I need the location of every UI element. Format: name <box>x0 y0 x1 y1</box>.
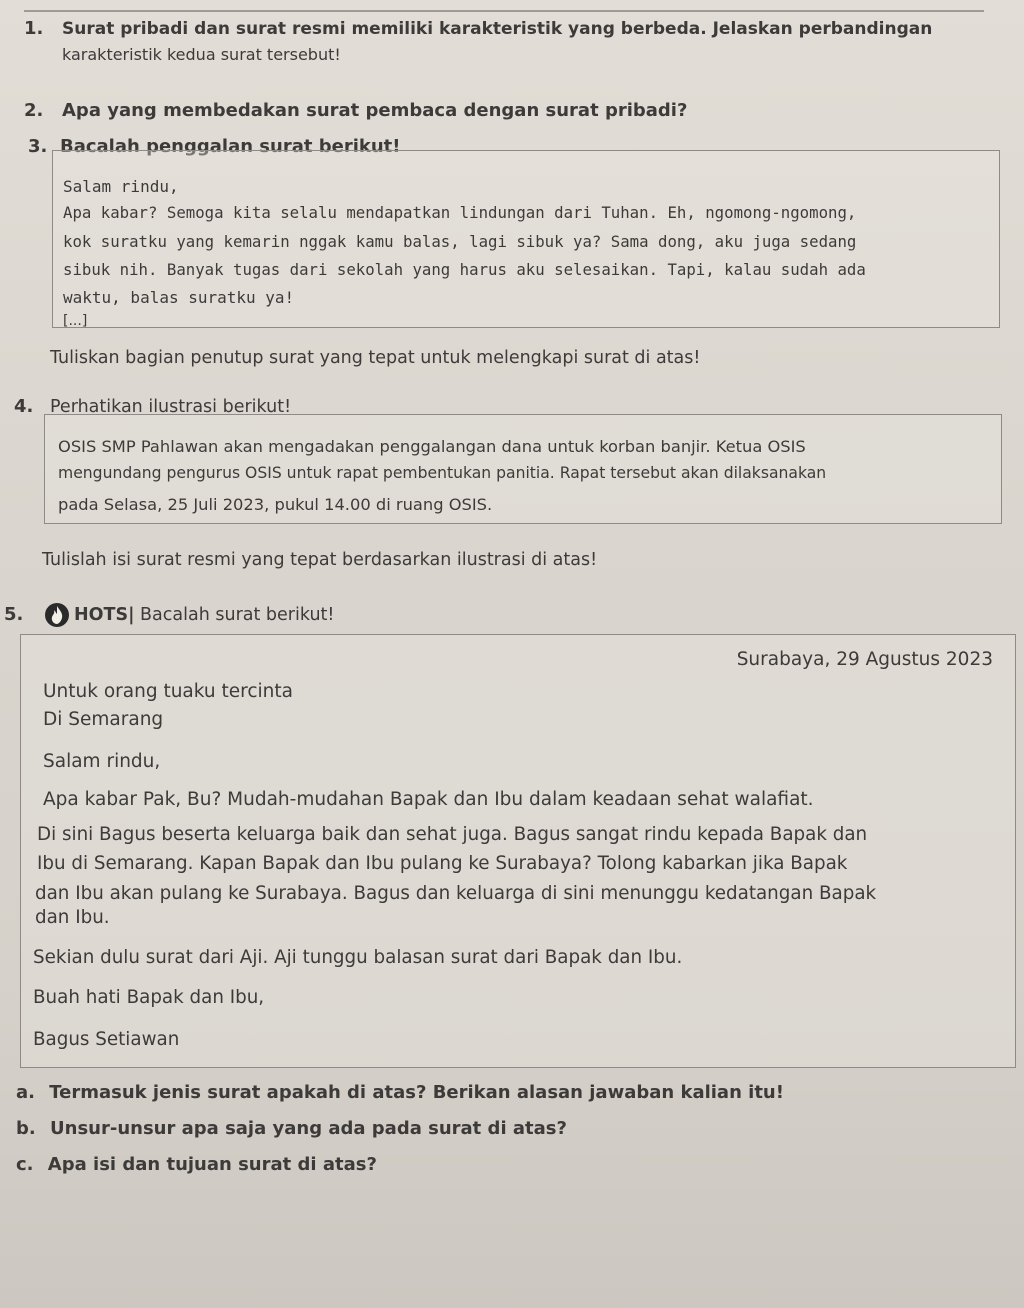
sub-question-label: c. <box>16 1154 34 1175</box>
question-4-instruction: Tulislah isi surat resmi yang tepat berdasarkan ilustrasi di atas! <box>42 550 598 570</box>
illustration-line: OSIS SMP Pahlawan akan mengadakan penggalangan dana untuk korban banjir. Ketua OSIS <box>58 437 806 456</box>
question-5-text: Bacalah surat berikut! <box>140 605 335 625</box>
letter-line: Apa kabar? Semoga kita selalu mendapatkan lindungan dari Tuhan. Eh, ngomong-ngomong, <box>63 203 857 222</box>
letter-date: Surabaya, 29 Agustus 2023 <box>736 649 993 670</box>
question-2 <box>24 98 924 124</box>
sub-question-text: Unsur-unsur apa saja yang ada pada surat di atas? <box>50 1118 567 1139</box>
question-1-line-1: Surat pribadi dan surat resmi memiliki karakteristik yang berbeda. Jelaskan perbandingan <box>62 19 933 39</box>
letter-line: sibuk nih. Banyak tugas dari sekolah yang harus aku selesaikan. Tapi, kalau sudah ada <box>63 260 866 279</box>
question-number: 3. <box>28 136 48 157</box>
question-4-text: Perhatikan ilustrasi berikut! <box>50 397 292 417</box>
letter-closing: Buah hati Bapak dan Ibu, <box>33 987 265 1008</box>
letter-recipient-city: Di Semarang <box>43 709 164 730</box>
question-3-instruction: Tuliskan bagian penutup surat yang tepat untuk melengkapi surat di atas! <box>50 348 701 368</box>
hots-label: HOTS| <box>74 605 135 625</box>
letter-paragraph-3: Sekian dulu surat dari Aji. Aji tunggu balasan surat dari Bapak dan Ibu. <box>33 947 683 968</box>
illustration-line: pada Selasa, 25 Juli 2023, pukul 14.00 di ruang OSIS. <box>58 495 493 514</box>
question-1 <box>24 16 994 68</box>
letter-recipient: Untuk orang tuaku tercinta <box>43 681 293 702</box>
letter-paragraph-2-line: Ibu di Semarang. Kapan Bapak dan Ibu pulang ke Surabaya? Tolong kabarkan jika Bapak <box>37 853 848 874</box>
sub-question-text: Apa isi dan tujuan surat di atas? <box>47 1154 377 1175</box>
sub-question-label: a. <box>16 1082 35 1103</box>
sub-question-label: b. <box>16 1118 36 1139</box>
letter-excerpt-box <box>52 150 1000 328</box>
letter-paragraph-2-line: Di sini Bagus beserta keluarga baik dan sehat juga. Bagus sangat rindu kepada Bapak dan <box>37 824 868 845</box>
illustration-line: mengundang pengurus OSIS untuk rapat pembentukan panitia. Rapat tersebut akan dilaksanakan <box>58 464 827 482</box>
letter-line: Salam rindu, <box>63 177 179 196</box>
question-number: 1. <box>24 18 44 39</box>
sub-question-a <box>16 1082 784 1103</box>
letter-paragraph-1: Apa kabar Pak, Bu? Mudah-mudahan Bapak dan Ibu dalam keadaan sehat walafiat. <box>43 789 814 810</box>
question-number: 4. <box>14 396 34 417</box>
illustration-box <box>44 414 1002 524</box>
question-1-line-2: karakteristik kedua surat tersebut! <box>62 45 341 64</box>
question-3-text: Bacalah penggalan surat berikut! <box>60 136 401 157</box>
question-2-text: Apa yang membedakan surat pembaca dengan surat pribadi? <box>62 100 688 121</box>
letter-box <box>20 634 1016 1068</box>
letter-greeting: Salam rindu, <box>43 751 161 772</box>
letter-paragraph-2-line: dan Ibu. <box>35 907 110 928</box>
letter-paragraph-2-line: dan Ibu akan pulang ke Surabaya. Bagus dan keluarga di sini menunggu kedatangan Bapak <box>35 883 877 904</box>
question-number: 2. <box>24 100 44 121</box>
sub-question-text: Termasuk jenis surat apakah di atas? Berikan alasan jawaban kalian itu! <box>49 1082 784 1103</box>
sub-question-b <box>16 1118 567 1139</box>
flame-icon <box>44 602 70 628</box>
letter-signature: Bagus Setiawan <box>33 1029 180 1050</box>
question-number: 5. <box>4 604 24 625</box>
question-5 <box>4 602 904 628</box>
sub-question-c <box>16 1154 377 1175</box>
letter-line: waktu, balas suratku ya! <box>63 288 295 307</box>
letter-line: kok suratku yang kemarin nggak kamu balas, lagi sibuk ya? Sama dong, aku juga sedang <box>63 232 857 251</box>
letter-ellipsis: [...] <box>63 313 88 329</box>
top-rule <box>24 10 984 12</box>
